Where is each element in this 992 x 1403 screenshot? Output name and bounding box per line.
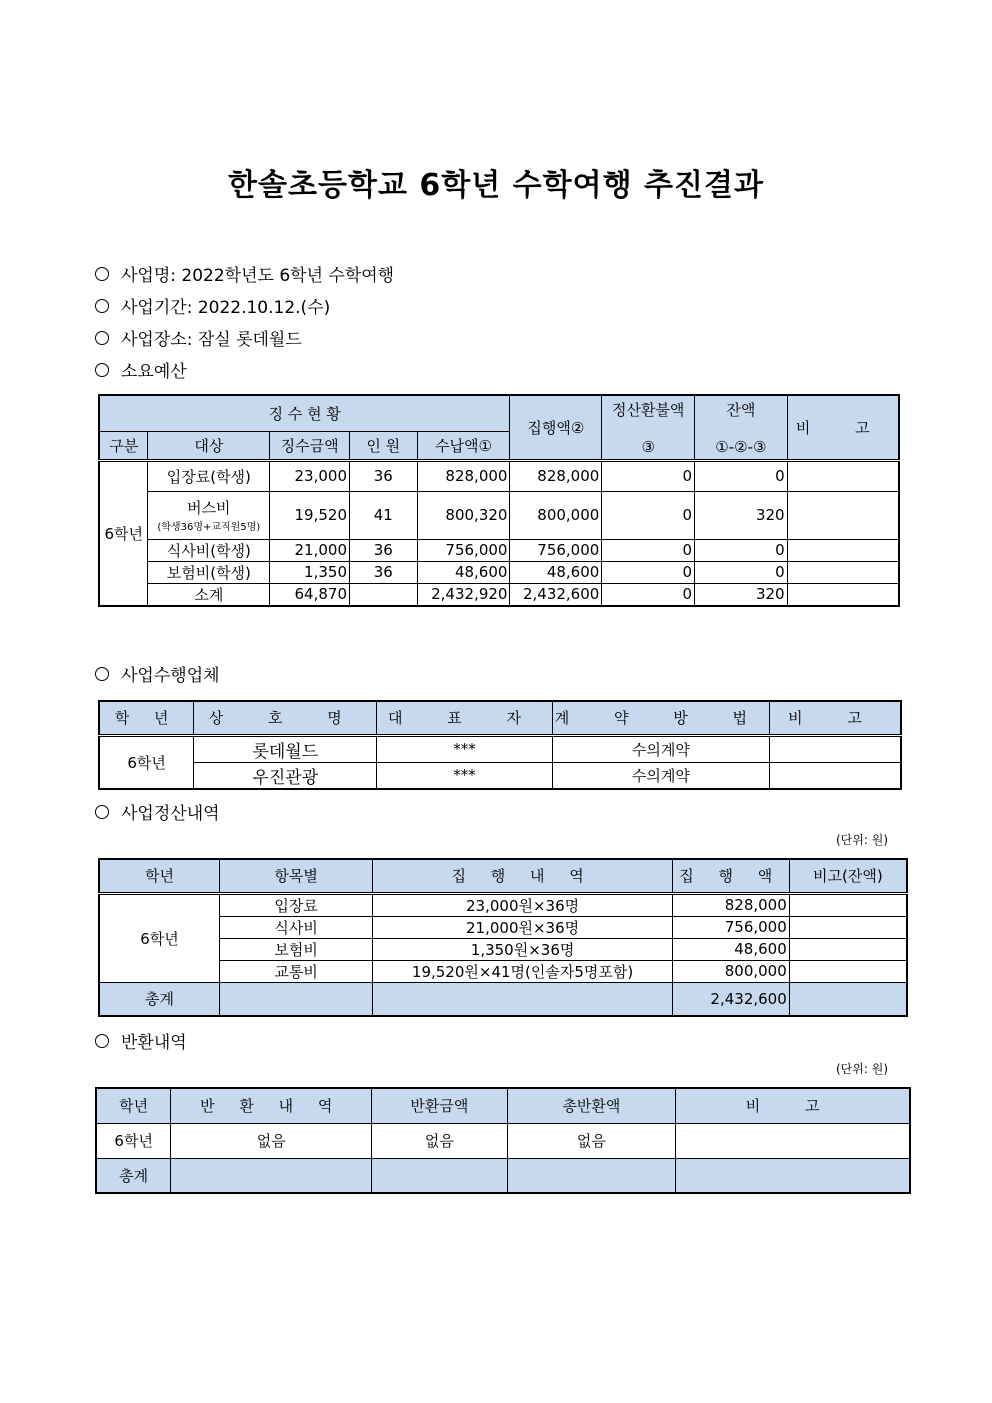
overview-item-name: 사업명: 2022학년도 6학년 수학여행 (95, 261, 394, 286)
header-rep: 대 표 자 (377, 701, 552, 735)
header-refund: 정산환불액 ③ (602, 395, 695, 460)
overview-item-place: 사업장소: 잠실 롯데월드 (95, 325, 302, 350)
page-title: 한솔초등학교 6학년 수학여행 추진결과 (228, 168, 764, 203)
circle-icon (95, 363, 109, 377)
table-row: 보험비(학생) 1,350 36 48,600 48,600 0 0 (99, 561, 899, 583)
grade-cell: 6학년 (99, 460, 148, 606)
section-vendor: 사업수행업체 (95, 661, 220, 686)
section-settle: 사업정산내역 (95, 799, 220, 824)
table-row: 버스비 (학생36명+교직원5명) 19,520 41 800,320 800,000 0 320 (99, 491, 899, 539)
overview-item-period: 사업기간: 2022.10.12.(수) (95, 293, 330, 318)
section-refund: 반환내역 (95, 1028, 187, 1053)
unit-label: (단위: 원) (836, 1062, 888, 1076)
circle-icon (95, 805, 109, 819)
header-exec: 집행액② (510, 395, 602, 460)
header-people: 인 원 (350, 431, 418, 460)
refund-table: 학년 반 환 내 역 반환금액 총반환액 비 고 6학년 없음 없음 없음 총계 (95, 1087, 911, 1194)
subtotal-row: 소계 64,870 2,432,920 2,432,600 0 320 (99, 583, 899, 606)
header-collection: 징 수 현 황 (99, 395, 510, 431)
header-note: 비 고 (770, 701, 902, 735)
table-row: 6학년 없음 없음 없음 (96, 1123, 910, 1158)
table-row: 교통비 19,520원×41명(인솔자5명포함) 800,000 (99, 960, 907, 982)
circle-icon (95, 331, 109, 345)
table-row: 보험비 1,350원×36명 48,600 (99, 938, 907, 960)
unit-label: (단위: 원) (836, 833, 888, 847)
header-balance: 잔액 ①-②-③ (695, 395, 788, 460)
header-paid: 수납액① (417, 431, 510, 460)
table-row: 식사비(학생) 21,000 36 756,000 756,000 0 0 (99, 539, 899, 561)
header-method: 계 약 방 법 (552, 701, 769, 735)
table-row: 식사비 21,000원×36명 756,000 (99, 916, 907, 938)
header-note: 비 고 (787, 395, 899, 460)
overview-item-budget: 소요예산 (95, 357, 187, 382)
header-target: 대상 (148, 431, 270, 460)
circle-icon (95, 667, 109, 681)
header-name: 상 호 명 (194, 701, 377, 735)
budget-table (98, 394, 900, 607)
header-division: 구분 (99, 431, 148, 460)
table-row: 6학년 입장료(학생) 23,000 36 828,000 828,000 0 0 (99, 460, 899, 491)
circle-icon (95, 1034, 109, 1048)
total-row: 총계 (96, 1158, 910, 1193)
circle-icon (95, 299, 109, 313)
total-row: 총계 2,432,600 (99, 982, 907, 1016)
table-row: 6학년 입장료 23,000원×36명 828,000 (99, 893, 907, 916)
settle-table: 학년 항목별 집 행 내 역 집 행 액 비고(잔액) 6학년 입장료 23,000원×36명 828,000 식사비 21,000원×36명 756,000 보험비 1,350원×36명 48,600 교통비 19,520원×41명(인솔자5명포함) 800,000 총계 2,432,600 (98, 858, 908, 1017)
header-grade: 학 년 (99, 701, 194, 735)
header-fee: 징수금액 (270, 431, 350, 460)
circle-icon (95, 267, 109, 281)
table-row: 우진관광 *** 수의계약 (99, 762, 901, 789)
table-row: 6학년 롯데월드 *** 수의계약 (99, 735, 901, 762)
vendor-table (98, 700, 902, 790)
